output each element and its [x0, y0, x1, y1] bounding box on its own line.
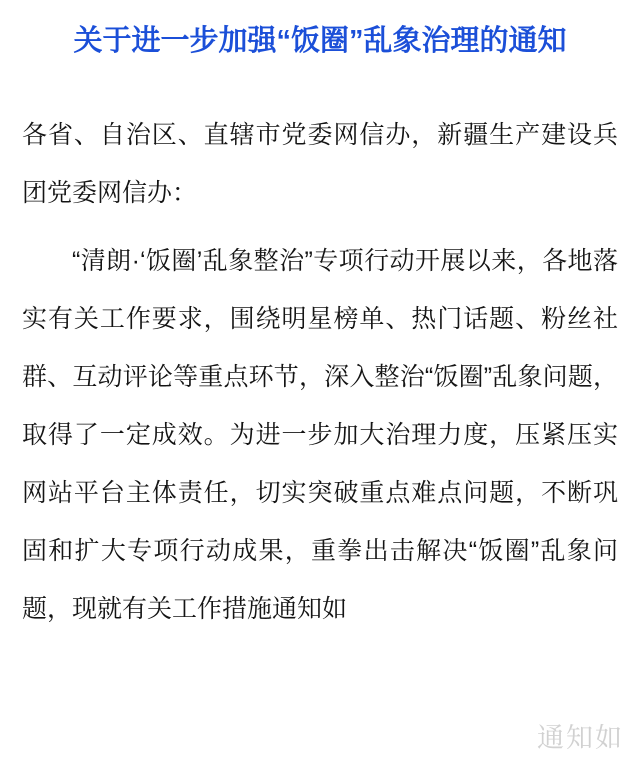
page-title: 关于进一步加强“饭圈”乱象治理的通知: [73, 25, 567, 57]
paragraph-addressee: 各省、自治区、直辖市党委网信办，新疆生产建设兵团党委网信办：: [22, 121, 618, 207]
document-body: [22, 106, 618, 638]
paragraph-main: “清朗·‘饭圈’乱象整治”专项行动开展以来，各地落实有关工作要求，围绕明星榜单、热门话题、粉丝社群、互动评论等重点环节，深入整治“饭圈”乱象问题，取得了一定成效。为进一步加大治理力度，压紧压实网站平台主体责任，切实突破重点难点问题，不断巩固和扩大专项行动成果，重拳出击解决“饭圈”乱象问题，现就有关工作措施通知如: [22, 247, 618, 623]
watermark-text: 通知如: [537, 723, 624, 753]
